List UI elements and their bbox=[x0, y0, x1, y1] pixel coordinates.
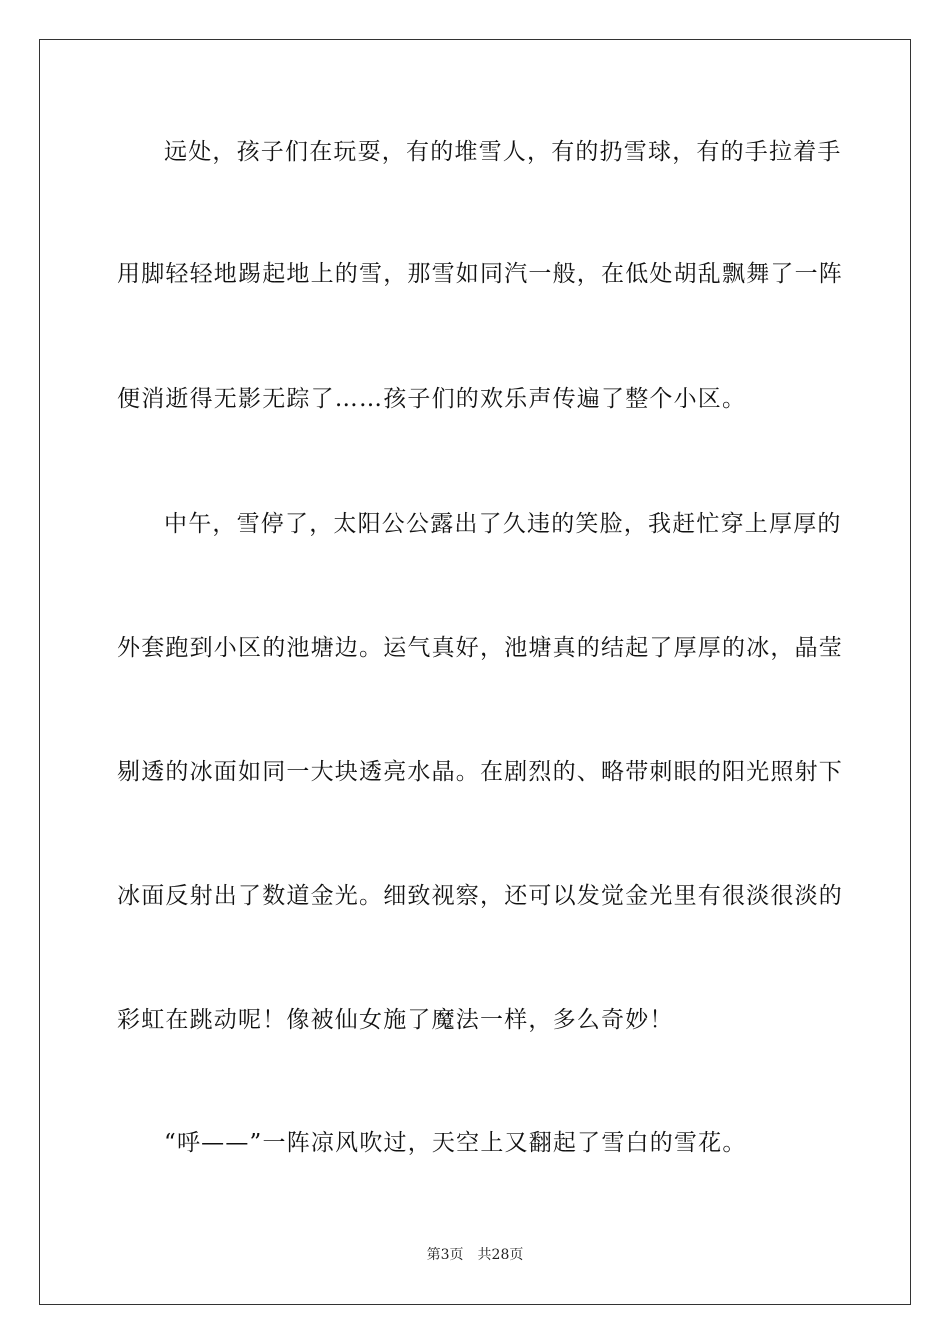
paragraph-line: 用脚轻轻地踢起地上的雪，那雪如同汽一般，在低处胡乱飘舞了一阵 bbox=[117, 261, 843, 287]
page-footer bbox=[0, 1245, 950, 1265]
page-number: 第3页 bbox=[426, 1247, 464, 1263]
paragraph-line: 中午，雪停了，太阳公公露出了久违的笑脸，我赶忙穿上厚厚的 bbox=[164, 511, 842, 537]
paragraph-line: 外套跑到小区的池塘边。运气真好，池塘真的结起了厚厚的冰，晶莹 bbox=[117, 635, 843, 661]
paragraph-line: 便消逝得无影无踪了……孩子们的欢乐声传遍了整个小区。 bbox=[117, 386, 747, 412]
page-total: 共28页 bbox=[477, 1247, 524, 1263]
paragraph-line: “呼——”一阵凉风吹过，天空上又翻起了雪白的雪花。 bbox=[164, 1130, 747, 1156]
paragraph-line: 远处，孩子们在玩耍，有的堆雪人，有的扔雪球，有的手拉着手 bbox=[164, 139, 842, 165]
paragraph-line: 彩虹在跳动呢！像被仙女施了魔法一样，多么奇妙！ bbox=[117, 1007, 674, 1033]
page-border bbox=[39, 39, 911, 1305]
paragraph-line: 剔透的冰面如同一大块透亮水晶。在剧烈的、略带刺眼的阳光照射下 bbox=[117, 759, 843, 785]
paragraph-line: 冰面反射出了数道金光。细致视察，还可以发觉金光里有很淡很淡的 bbox=[117, 883, 843, 909]
